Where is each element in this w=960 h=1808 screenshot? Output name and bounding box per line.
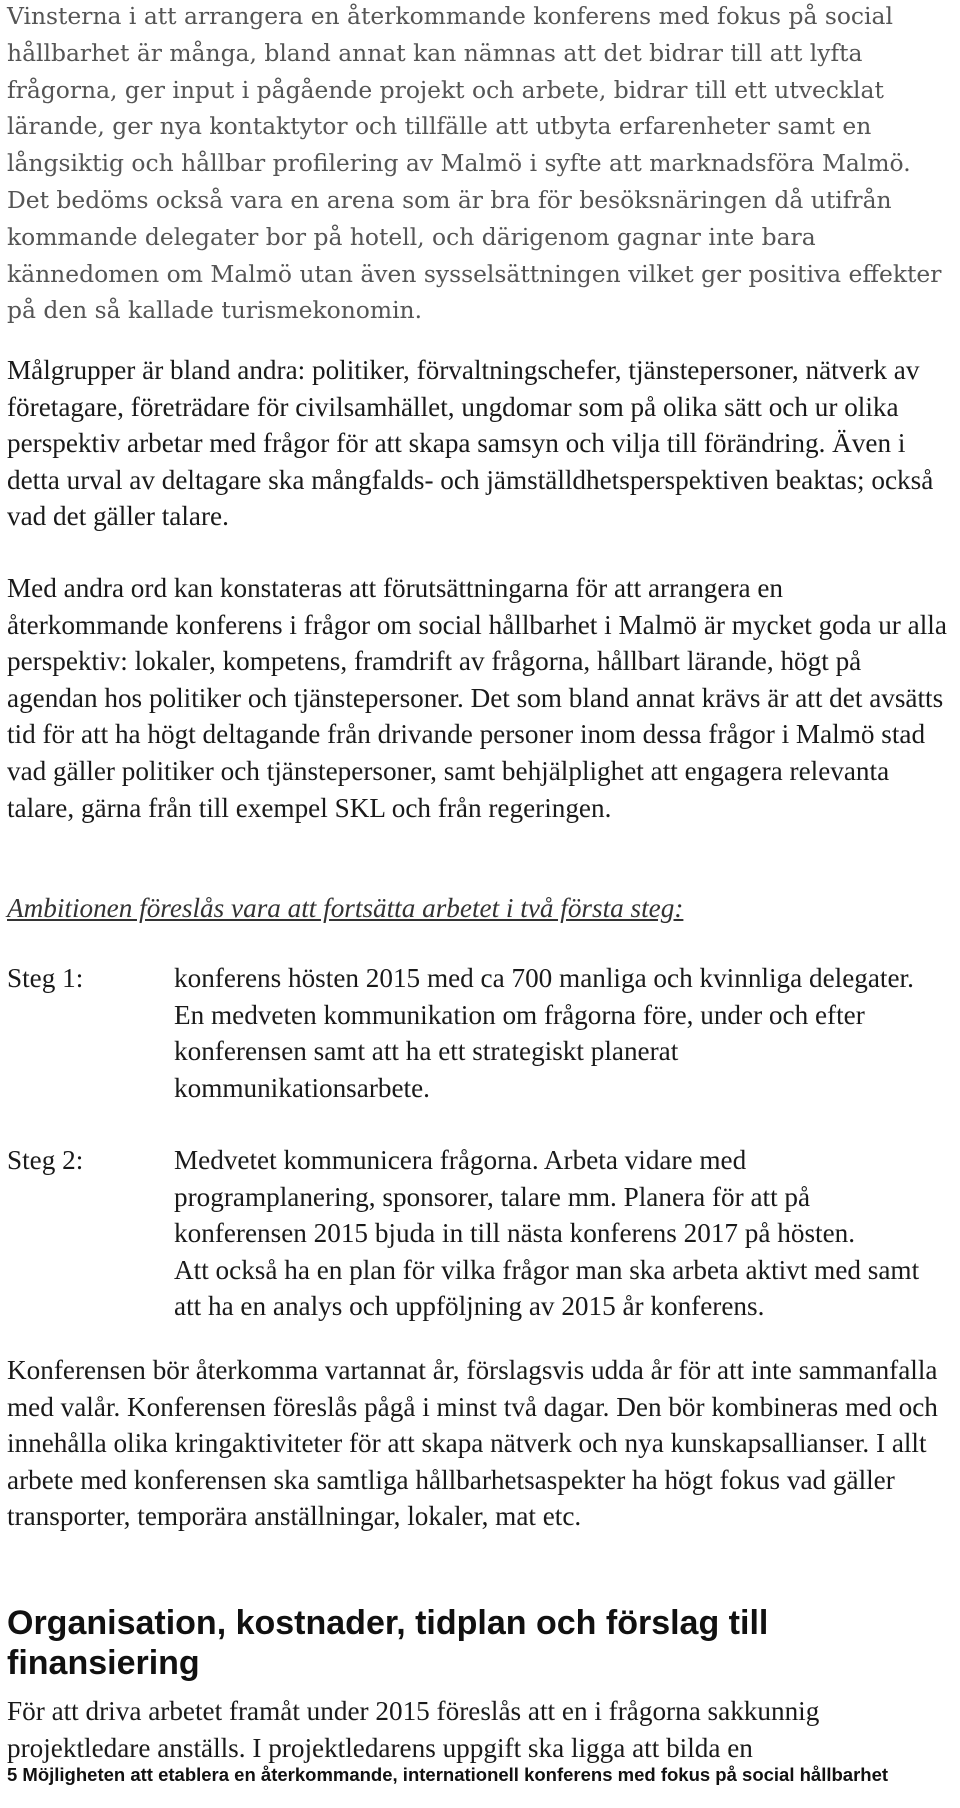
step-1	[7, 960, 951, 1110]
step-2	[7, 1142, 951, 1362]
step-2-label: Steg 2:	[7, 1145, 84, 1175]
step-2-text-continued: Att också ha en plan för vilka frågor man ska arbeta aktivt med samt att ha en analys och uppföljning av 2015 år konferens.	[174, 1254, 920, 1322]
paragraph-benefits: Vinsterna i att arrangera en återkommande konferens med fokus på social hållbarhet är många, bland annat kan nämnas att det bidrar till att lyfta frågorna, ger input i pågående projekt och arbete, bidrar till ett utvecklat lärande, ger nya kontaktytor och tillfälle att utbyta erfarenheter samt en långsiktig och hållbar profilering av Malmö i syfte att marknadsföra Malmö. Det bedöms också vara en arena som är bra för besöksnäringen då utifrån kommande delegater bor på hotell, och därigenom gagnar inte bara kännedomen om Malmö utan även sysselsättningen vilket ger positiva effekter på den så kallade turismekonomin.	[7, 2, 942, 325]
section-heading: Organisation, kostnader, tidplan och förslag till finansiering	[7, 1604, 769, 1682]
paragraph-frequency: Konferensen bör återkomma vartannat år, förslagsvis udda år för att inte sammanfalla med valår. Konferensen föreslås pågå i minst två dagar. Den bör kombineras med och innehålla olika kringaktiviteter för att skapa nätverk och nya kunskapsallianser. I allt arbete med konferensen ska samtliga hållbarhetsaspekter ha högt fokus vad gäller transporter, temporära anställningar, lokaler, mat etc.	[7, 1355, 938, 1532]
step-1-label: Steg 1:	[7, 963, 84, 993]
paragraph-conclusion: Med andra ord kan konstateras att förutsättningarna för att arrangera en återkommande konferens i frågor om social hållbarhet i Malmö är mycket goda ur alla perspektiv: lokaler, kompetens, framdrift av frågorna, hållbart lärande, högt på agendan hos politiker och tjänstepersoner. Det som bland annat krävs är att det avsätts tid för att ha högt deltagande från drivande personer inom dessa frågor i Malmö stad vad gäller politiker och tjänstepersoner, samt behjälplighet att engagera relevanta talare, gärna från till exempel SKL och från regeringen.	[7, 573, 947, 823]
step-2-text: Medvetet kommunicera frågorna. Arbeta vidare med programplanering, sponsorer, talare mm. Planera för att på konferensen 2015 bjuda in till nästa konferens 2017 på hösten.	[174, 1145, 856, 1249]
step-2-text-block	[174, 1142, 934, 1325]
paragraph-target-groups: Målgrupper är bland andra: politiker, förvaltningschefer, tjänstepersoner, nätverk av företagare, företrädare för civilsamhället, ungdomar som på olika sätt och ur olika perspektiv arbetar med frågor för att skapa samsyn och vilja till förändring. Även i detta urval av deltagare ska mångfalds- och jämställdhetsperspektiven beaktas; också vad det gäller talare.	[7, 355, 934, 532]
step-1-text: konferens hösten 2015 med ca 700 manliga och kvinnliga delegater. En medveten kommunikation om frågorna före, under och efter konferensen samt att ha ett strategiskt planerat kommunikationsarbete.	[174, 963, 914, 1103]
ambition-heading: Ambitionen föreslås vara att fortsätta arbetet i två första steg:	[7, 893, 684, 923]
page-footer: 5 Möjligheten att etablera en återkommande, internationell konferens med fokus på social hållbarhet	[7, 1764, 889, 1785]
paragraph-organisation: För att driva arbetet framåt under 2015 föreslås att en i frågorna sakkunnig projektledare anställs. I projektledarens uppgift ska ligga att bilda en	[7, 1696, 820, 1763]
